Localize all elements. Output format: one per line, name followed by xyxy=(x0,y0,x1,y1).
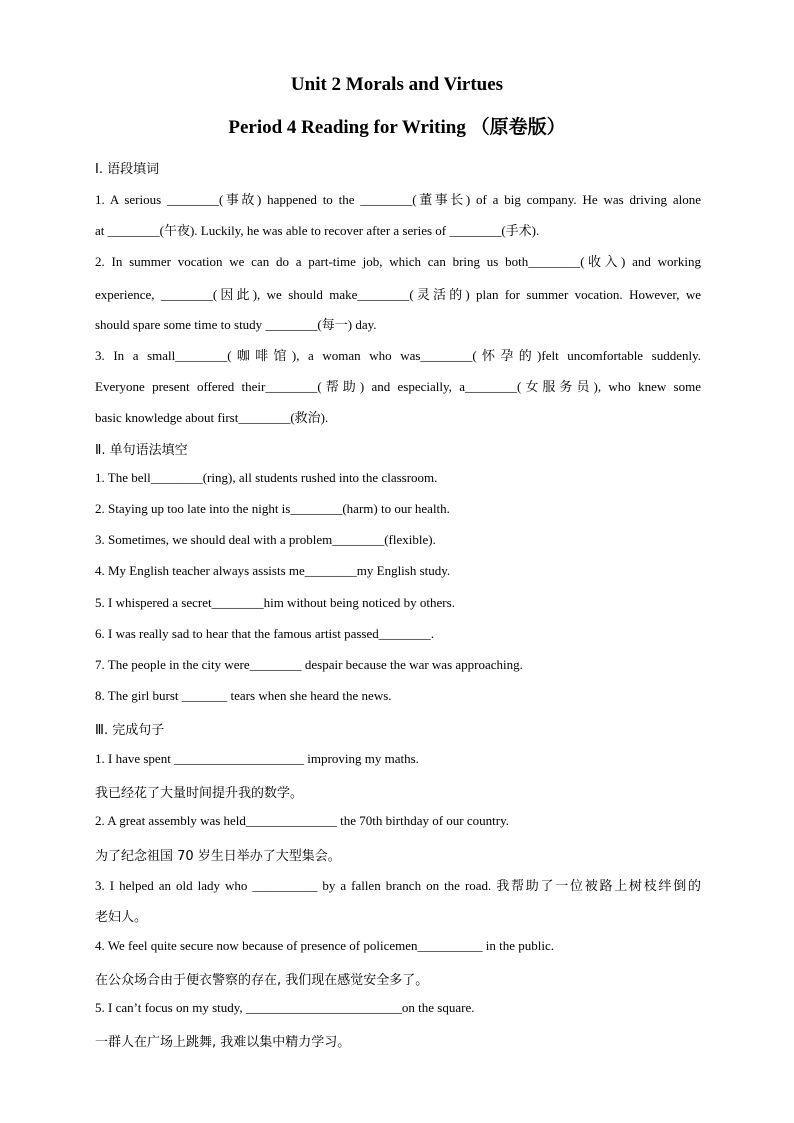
section-1-line: at ________(午夜). Luckily, he was able to recover after a series of ________(手术). xyxy=(95,223,540,238)
section-3-line: 3. I helped an old lady who __________ by a fallen branch on the road. 我帮助了一位被路上树枝绊倒的 xyxy=(95,878,701,893)
section-3-translation: 为了纪念祖国 70 岁生日举办了大型集会。 xyxy=(95,849,341,864)
section-1-line: Everyone present offered their________(帮助) and especially, a________(女服务员), who knew some xyxy=(95,379,701,394)
section-3-translation: 我已经花了大量时间提升我的数学。 xyxy=(95,786,304,801)
section-2-line: 1. The bell________(ring), all students rushed into the classroom. xyxy=(95,470,438,485)
section-2-line: 4. My English teacher always assists me________my English study. xyxy=(95,563,451,578)
section-2-line: 8. The girl burst _______ tears when she heard the news. xyxy=(95,688,392,703)
section-1-line: basic knowledge about first________(救治). xyxy=(95,410,329,425)
section-3-heading: Ⅲ. 完成句子 xyxy=(95,723,165,738)
section-1-line: 1. A serious ________(事故) happened to the ________(董事长) of a big company. He was driving alone xyxy=(95,192,701,207)
section-3-translation: 一群人在广场上跳舞, 我难以集中精力学习。 xyxy=(95,1035,351,1050)
section-3-line: 4. We feel quite secure now because of presence of policemen__________ in the public. xyxy=(95,938,554,953)
section-2-line: 7. The people in the city were________ despair because the war was approaching. xyxy=(95,657,523,672)
document-title: Unit 2 Morals and Virtues xyxy=(290,74,504,95)
section-2-line: 3. Sometimes, we should deal with a problem________(flexible). xyxy=(95,532,436,547)
section-3-line: 1. I have spent ____________________ improving my maths. xyxy=(95,751,419,766)
document-subtitle: Period 4 Reading for Writing （原卷版） xyxy=(228,117,566,138)
section-1-heading: Ⅰ. 语段填词 xyxy=(95,162,160,177)
section-1-line: experience, ________(因此), we should make________(灵活的) plan for summer vocation. However, we xyxy=(95,287,701,302)
section-2-line: 2. Staying up too late into the night is________(harm) to our health. xyxy=(95,501,450,516)
section-1-line: should spare some time to study ________(每一) day. xyxy=(95,317,377,332)
section-1-line: 3. In a small________(咖啡馆), a woman who was________(怀孕的)felt uncomfortable suddenly. xyxy=(95,348,701,363)
section-3-translation: 在公众场合由于便衣警察的存在, 我们现在感觉安全多了。 xyxy=(95,973,429,988)
section-2-line: 6. I was really sad to hear that the famous artist passed________. xyxy=(95,626,434,641)
section-3-line: 2. A great assembly was held______________ the 70th birthday of our country. xyxy=(95,813,510,828)
section-1-line: 2. In summer vocation we can do a part-time job, which can bring us both________(收入) and working xyxy=(95,254,701,269)
section-3-translation: 老妇人。 xyxy=(95,910,148,925)
section-2-heading: Ⅱ. 单句语法填空 xyxy=(95,443,188,458)
section-2-line: 5. I whispered a secret________him without being noticed by others. xyxy=(95,595,455,610)
section-3-line: 5. I can’t focus on my study, ________________________on the square. xyxy=(95,1000,475,1015)
